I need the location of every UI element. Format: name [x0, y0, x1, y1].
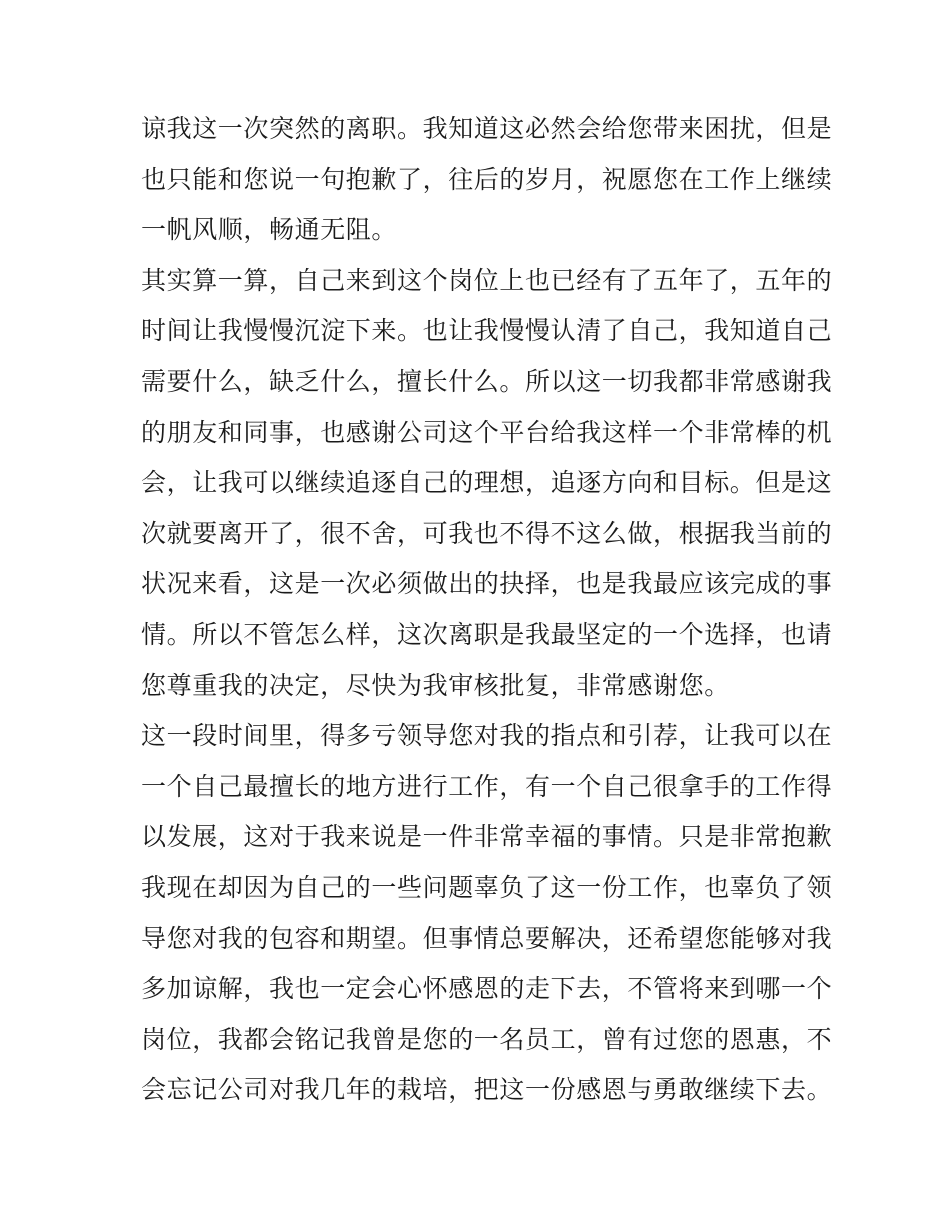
- text-line: 情。所以不管怎么样，这次离职是我最坚定的一个选择，也请: [141, 619, 833, 649]
- text-line: 导您对我的包容和期望。但事情总要解决，还希望您能够对我: [141, 923, 833, 953]
- text-line: 状况来看，这是一次必须做出的抉择，也是我最应该完成的事: [141, 569, 833, 599]
- text-line: 也只能和您说一句抱歉了，往后的岁月，祝愿您在工作上继续: [141, 164, 833, 194]
- text-line: 岗位，我都会铭记我曾是您的一名员工，曾有过您的恩惠，不: [141, 1024, 833, 1054]
- text-line: 这一段时间里，得多亏领导您对我的指点和引荐，让我可以在: [141, 721, 833, 751]
- text-line: 次就要离开了，很不舍，可我也不得不这么做，根据我当前的: [141, 518, 833, 548]
- text-line: 一帆风顺，畅通无阻。: [141, 215, 398, 245]
- text-line: 一个自己最擅长的地方进行工作，有一个自己很拿手的工作得: [141, 771, 833, 801]
- text-line: 以发展，这对于我来说是一件非常幸福的事情。只是非常抱歉: [141, 822, 833, 852]
- body-text: [141, 104, 833, 1116]
- text-line: 其实算一算，自己来到这个岗位上也已经有了五年了，五年的: [141, 265, 833, 295]
- text-line: 的朋友和同事，也感谢公司这个平台给我这样一个非常棒的机: [141, 417, 833, 447]
- text-line: 多加谅解，我也一定会心怀感恩的走下去，不管将来到哪一个: [141, 974, 833, 1004]
- text-line: 我现在却因为自己的一些问题辜负了这一份工作，也辜负了领: [141, 872, 833, 902]
- text-line: 谅我这一次突然的离职。我知道这必然会给您带来困扰，但是: [141, 114, 833, 143]
- text-line: 需要什么，缺乏什么，擅长什么。所以这一切我都非常感谢我: [141, 366, 833, 396]
- text-line: 时间让我慢慢沉淀下来。也让我慢慢认清了自己，我知道自己: [141, 316, 833, 346]
- text-line: 会忘记公司对我几年的栽培，把这一份感恩与勇敢继续下去。: [141, 1075, 833, 1105]
- text-line: 您尊重我的决定，尽快为我审核批复，非常感谢您。: [141, 670, 730, 700]
- text-line: 会，让我可以继续追逐自己的理想，追逐方向和目标。但是这: [141, 468, 833, 498]
